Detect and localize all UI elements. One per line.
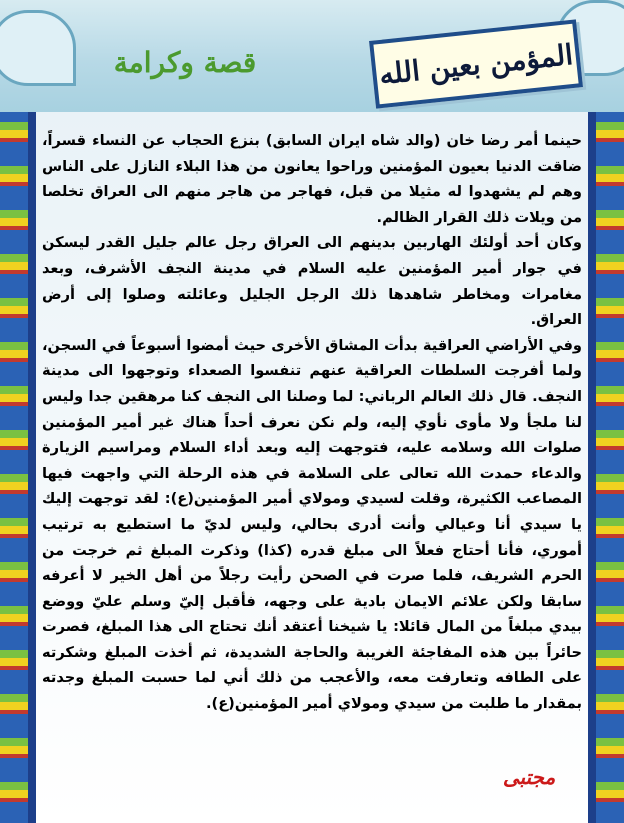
author-signature: مجتبى bbox=[502, 765, 556, 789]
paragraph-3: وفي الأراضي العراقية بدأت المشاق الأخرى حيث أمضوا أسبوعاً في السجن، ولما أفرجت السلطات العراقية عنهم تنفسوا الصعداء وتوجهوا الى مدينة النجف. قال ذلك العالم الرباني: لما وصلنا الى النجف كنا مرهقين جدا وليس لنا ملجأ ولا مأوى نأوي إليه، ولم نكن نعرف أحداً هناك غير أمير المؤمنين صلوات الله وسلامه عليه، فتوجهت إليه وبعد أداء السلام ومراسيم الزيارة والدعاء حمدت الله تعالى على السلامة في هذه الرحلة التي واجهت فيها المصاعب الكثيرة، وقلت لسيدي ومولاي أمير المؤمنين(ع): لقد توجهت إليك يا سيدي أنا وعيالي وأنت أدرى بحالي، وليس لديّ ما استطيع به ترتيب أموري، فأنا أحتاج فعلاً الى مبلغ قدره (كذا) وذكرت المبلغ ثم خرجت من الحرم الشريف، فلما صرت في الصحن رأيت رجلاً من أهل الخير لا أعرفه سابقا ولكن علائم الايمان بادية على وجهه، فأقبل إليّ وسلم عليّ ووضع بيدي مبلغاً من المال قائلا: يا شيخنا أعتقد أنك تحتاج الى هذا المبلغ، فصرت حائراً بين هذه المفاجئة الغريبة والحاجة الشديدة، ثم أخذت المبلغ وشكرته على الطافه وتعارفت معه، والأعجب من ذلك أني لما حسبت المبلغ وجدته بمقدار ما طلبت من سيدي ومولاي أمير المؤمنين(ع). bbox=[42, 336, 582, 713]
left-border-line bbox=[28, 112, 36, 823]
paragraph-2: وكان أحد أولئك الهاربين بدينهم الى العراق رجل عالم جليل القدر ليسكن في جوار أمير المؤمنين عليه السلام في مدينة النجف الأشرف، وبعد مغامرات ومخاطر شاهدها ذلك الرجل الجليل وعائلته وصلوا إلى أرض العراق. bbox=[42, 234, 582, 329]
paragraph-1: حينما أمر رضا خان (والد شاه ايران السابق) بنزع الحجاب عن النساء قسراً، ضاقت الدنيا بعيون المؤمنين وراحوا يعانون من هذا البلاء النازل على الناس وهم لم يشهدوا له مثيلا من قبل، فهاجر من هاجر منهم الى العراق تخلصا من ويلات ذلك القرار الظالم. bbox=[42, 132, 582, 226]
article-title-box bbox=[369, 19, 583, 108]
article-title: المؤمن بعين الله bbox=[377, 37, 575, 91]
page-header bbox=[0, 0, 624, 112]
scroll-curl-left-decoration bbox=[0, 10, 76, 86]
section-label: قصة وكرامة bbox=[113, 45, 257, 79]
article-text bbox=[42, 128, 582, 768]
right-decorative-border bbox=[596, 112, 624, 823]
left-decorative-border bbox=[0, 112, 28, 823]
right-border-line bbox=[588, 112, 596, 823]
